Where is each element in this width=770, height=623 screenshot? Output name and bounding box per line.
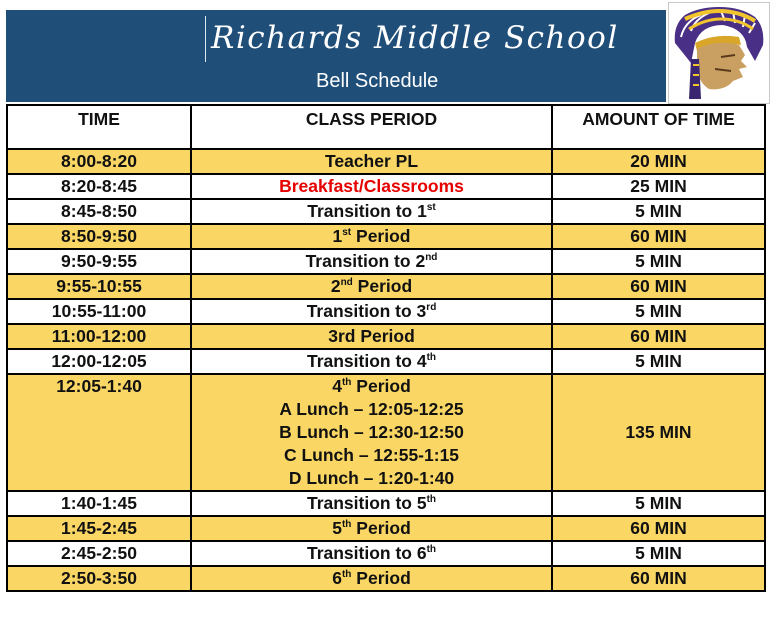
title-divider (205, 16, 206, 62)
time-cell: 11:00-12:00 (7, 324, 191, 349)
period-text: Period (356, 376, 411, 396)
period-text: Transition to 5 (306, 493, 427, 513)
period-cell (191, 566, 552, 591)
table-row (7, 249, 765, 274)
period-number: 5 (332, 518, 342, 538)
time-cell: 10:55-11:00 (7, 299, 191, 324)
period-cell: 3rd Period (191, 324, 552, 349)
bell-schedule-table (6, 104, 766, 592)
time-cell: 1:40-1:45 (7, 491, 191, 516)
table-row (7, 491, 765, 516)
lunch-slot: D Lunch – 1:20-1:40 (288, 468, 455, 488)
amount-cell: 5 MIN (552, 249, 765, 274)
table-row (7, 566, 765, 591)
lunch-slot: A Lunch – 12:05-12:25 (279, 399, 464, 419)
time-cell: 2:45-2:50 (7, 541, 191, 566)
ordinal-suffix: nd (425, 252, 438, 263)
period-text: Period (356, 518, 411, 538)
amount-cell: 5 MIN (552, 299, 765, 324)
ordinal-suffix: st (426, 202, 436, 213)
time-cell: 9:50-9:55 (7, 249, 191, 274)
time-cell: 9:55-10:55 (7, 274, 191, 299)
period-alert-text: Breakfast/Classrooms (279, 176, 464, 196)
time-cell: 8:45-8:50 (7, 199, 191, 224)
period-cell (191, 249, 552, 274)
period-number: 2 (330, 276, 341, 296)
period-number: 4 (332, 376, 342, 396)
page-subtitle: Bell Schedule (316, 70, 439, 92)
amount-cell: 5 MIN (552, 349, 765, 374)
column-header-time: TIME (7, 105, 191, 149)
period-text: Transition to 2 (305, 251, 426, 271)
period-cell (191, 174, 552, 199)
amount-cell: 5 MIN (552, 199, 765, 224)
time-cell: 8:00-8:20 (7, 149, 191, 174)
ordinal-suffix: rd (426, 302, 437, 313)
time-cell: 1:45-2:45 (7, 516, 191, 541)
ordinal-suffix: th (341, 377, 352, 388)
period-cell (191, 516, 552, 541)
period-text: Transition to 6 (306, 543, 427, 563)
table-row (7, 174, 765, 199)
ordinal-suffix: nd (340, 277, 353, 288)
period-cell (191, 349, 552, 374)
ordinal-suffix: th (341, 569, 352, 580)
period-text: Transition to 3 (306, 301, 427, 321)
table-row (7, 516, 765, 541)
period-number: 6 (332, 568, 342, 588)
column-header-class-period: CLASS PERIOD (191, 105, 552, 149)
period-text: Period (356, 568, 411, 588)
period-text: Period (357, 276, 413, 296)
table-row (7, 224, 765, 249)
period-cell (191, 274, 552, 299)
amount-cell: 60 MIN (552, 566, 765, 591)
ordinal-suffix: st (342, 227, 352, 238)
table-header-row (7, 105, 765, 149)
period-cell (191, 374, 552, 491)
time-cell: 8:20-8:45 (7, 174, 191, 199)
chief-headdress-logo-icon (669, 3, 769, 103)
period-text: Period (356, 226, 411, 246)
table-row (7, 299, 765, 324)
amount-cell: 135 MIN (552, 374, 765, 491)
lunch-slot: C Lunch – 12:55-1:15 (283, 445, 460, 465)
period-cell (191, 224, 552, 249)
period-number: 1 (332, 226, 343, 246)
table-row (7, 149, 765, 174)
time-cell: 12:05-1:40 (7, 374, 191, 491)
ordinal-suffix: th (426, 494, 437, 505)
period-text: Transition to 4 (306, 351, 427, 371)
period-heading (192, 375, 551, 398)
column-header-amount: AMOUNT OF TIME (552, 105, 765, 149)
amount-cell: 60 MIN (552, 324, 765, 349)
page-header (6, 10, 666, 102)
period-cell (191, 199, 552, 224)
time-cell: 8:50-9:50 (7, 224, 191, 249)
period-cell (191, 541, 552, 566)
table-row (7, 374, 765, 491)
period-cell (191, 491, 552, 516)
table-row (7, 349, 765, 374)
ordinal-suffix: th (341, 519, 352, 530)
table-row (7, 324, 765, 349)
amount-cell: 60 MIN (552, 224, 765, 249)
school-logo (668, 2, 770, 104)
amount-cell: 25 MIN (552, 174, 765, 199)
table-row (7, 199, 765, 224)
lunch-slot: B Lunch – 12:30-12:50 (279, 422, 464, 442)
school-name: Richards Middle School (211, 20, 619, 56)
period-text: Transition to 1 (307, 201, 427, 221)
ordinal-suffix: th (426, 544, 437, 555)
table-row (7, 274, 765, 299)
table-row (7, 541, 765, 566)
period-cell (191, 299, 552, 324)
amount-cell: 5 MIN (552, 541, 765, 566)
ordinal-suffix: th (426, 352, 437, 363)
amount-cell: 20 MIN (552, 149, 765, 174)
amount-cell: 5 MIN (552, 491, 765, 516)
time-cell: 2:50-3:50 (7, 566, 191, 591)
time-cell: 12:00-12:05 (7, 349, 191, 374)
period-cell: Teacher PL (191, 149, 552, 174)
amount-cell: 60 MIN (552, 274, 765, 299)
amount-cell: 60 MIN (552, 516, 765, 541)
